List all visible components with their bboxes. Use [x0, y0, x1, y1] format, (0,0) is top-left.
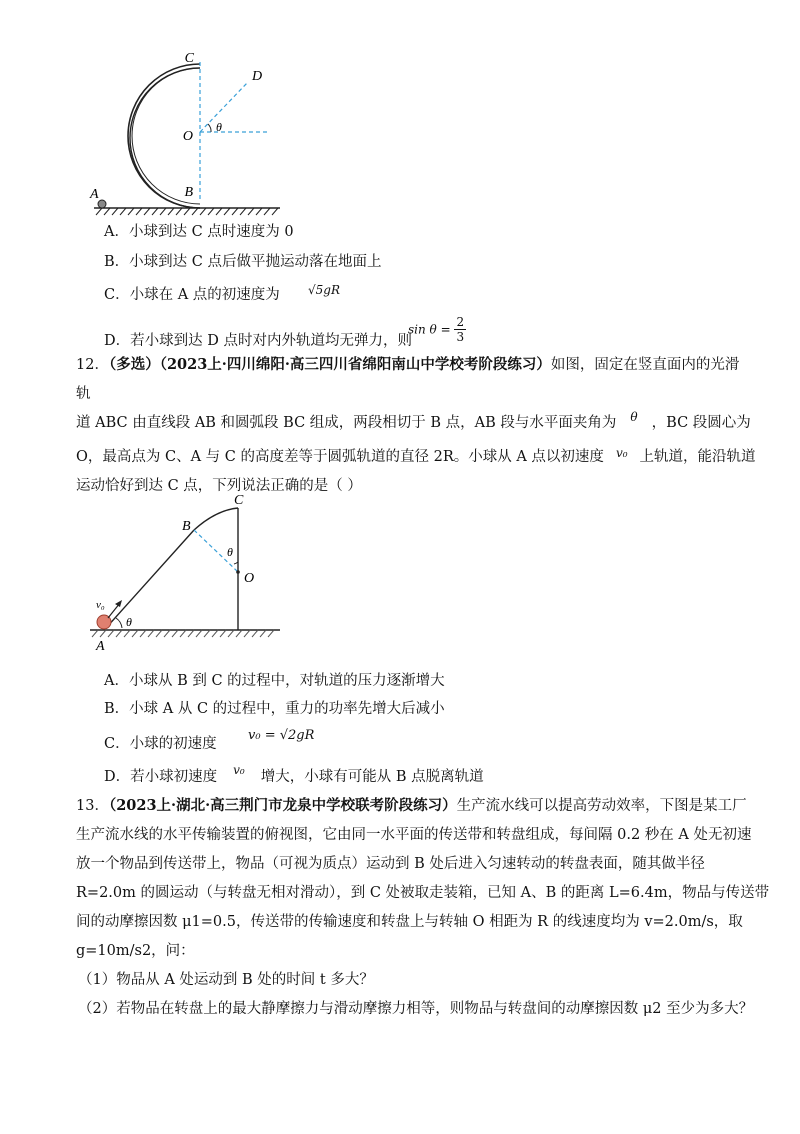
- q12-stem-line-4: 运动恰好到达 C 点，下列说法正确的是（ ）: [76, 478, 362, 494]
- q12-stem-2b: ，BC 段圆心为: [651, 415, 751, 431]
- fig1-label-o: O: [182, 129, 193, 144]
- q12-stem-line-1: [76, 355, 739, 375]
- q13-sub-2: （2）若物品在转盘上的最大静摩擦力与滑动摩擦力相等，则物品与转盘间的动摩擦因数 μ2 至少为多大？: [78, 1001, 754, 1017]
- fig2-label-b: B: [182, 519, 191, 534]
- fig1-label-d: D: [252, 69, 263, 84]
- fig1-label-theta: θ: [216, 120, 222, 134]
- q12-stem-2a: 道 ABC 由直线段 AB 和圆弧段 BC 组成，两段相切于 B 点，AB 段与水平面夹角为: [76, 415, 617, 431]
- q13-sub-1: （1）物品从 A 处运动到 B 处的时间 t 多大？: [78, 972, 374, 988]
- q12-option-d-line: [104, 763, 484, 787]
- fig2-label-c: C: [234, 493, 244, 508]
- q11-d-math-num: 2: [456, 315, 465, 329]
- fig2-label-theta-o: θ: [227, 545, 233, 559]
- q12-c-math: v₀ = √2gR: [248, 728, 315, 743]
- fig2-label-a: A: [96, 639, 105, 652]
- q11-option-b: B．小球到达 C 点后做平抛运动落在地面上: [104, 254, 382, 270]
- q11-option-d: D．若小球到达 D 点时对内外轨道均无弹力，则: [104, 333, 412, 349]
- q13-line-4: R=2.0m 的圆运动（与转盘无相对滑动），到 C 处被取走装箱，已知 A、B 的距离 L=6.4m，物品与传送带: [76, 885, 770, 901]
- ball-a: [98, 200, 106, 208]
- q12-stem-2-theta: θ: [630, 410, 638, 424]
- q13-text-0: 生产流水线可以提高劳动效率，下图是某工厂: [456, 798, 747, 814]
- q12-option-a: A．小球从 B 到 C 的过程中，对轨道的压力逐渐增大: [104, 673, 445, 689]
- figure-1-semicircle-track: [80, 40, 300, 220]
- q12-stem-1a: 如图，固定在竖直面内的光滑: [550, 357, 740, 373]
- q12-option-b: B．小球 A 从 C 的过程中，重力的功率先增大后减小: [104, 701, 445, 717]
- q13-line-6: g=10m/s2，问：: [76, 943, 195, 959]
- figure-2-incline-arc-track: [88, 492, 288, 652]
- q13-line-3: 放一个物品到传送带上，物品（可视为质点）运动到 B 处后进入匀速转动的转盘表面，随其做半径: [76, 856, 705, 872]
- q12-d-v0: v₀: [233, 763, 245, 777]
- q11-d-math-fraction: [454, 315, 466, 344]
- q11-d-math-lhs: sin θ =: [408, 322, 451, 337]
- q12-option-c: C．小球的初速度: [104, 736, 217, 752]
- fig2-label-o: O: [244, 571, 255, 586]
- q13-line-2: 生产流水线的水平传输装置的俯视图，它由同一水平面的传送带和转盘组成，每间隔 0.2 秒在 A 处无初速: [76, 827, 752, 843]
- q13-source: （2023上·湖北·高三荆门市龙泉中学校联考阶段练习）: [108, 797, 457, 814]
- q12-option-d: D．若小球初速度: [104, 769, 218, 785]
- q13-line-1: [76, 796, 747, 816]
- q12-stem-line-2: [76, 410, 751, 433]
- q12-number: 12．: [76, 357, 109, 373]
- q12-stem-line-1b: 轨: [76, 386, 91, 402]
- q12-stem-3: O，最高点为 C、A 与 C 的高度差等于圆弧轨道的直径 2R。小球从 A 点以初速度: [76, 449, 604, 465]
- q11-d-math: [408, 315, 466, 344]
- q12-tag: （多选）: [108, 356, 160, 373]
- q11-d-math-den: 3: [456, 330, 465, 344]
- q12-stem-line-3: [76, 447, 756, 467]
- fig1-label-a: A: [90, 187, 99, 202]
- q13-line-5: 间的动摩擦因数 μ1=0.5，传送带的传输速度和转盘上与转轴 O 相距为 R 的线速度均为 v=2.0m/s，取: [76, 914, 743, 930]
- q13-number: 13．: [76, 798, 109, 814]
- fig2-label-v0: v₀: [96, 599, 105, 611]
- q11-option-c: C．小球在 A 点的初速度为: [104, 287, 280, 303]
- q11-option-a: A．小球到达 C 点时速度为 0: [104, 224, 294, 240]
- fig1-label-b: B: [184, 185, 193, 200]
- q12-stem-3b: 上轨道，能沿轨道: [639, 449, 756, 465]
- q11-c-math: √5gR: [308, 283, 340, 297]
- q12-d-tail: 增大，小球有可能从 B 点脱离轨道: [260, 769, 484, 785]
- q12-stem-3-v0: v₀: [615, 446, 628, 460]
- fig1-label-c: C: [184, 51, 194, 66]
- fig2-label-theta-a: θ: [126, 615, 132, 629]
- q12-source: （2023上·四川绵阳·高三四川省绵阳南山中学校考阶段练习）: [159, 356, 551, 373]
